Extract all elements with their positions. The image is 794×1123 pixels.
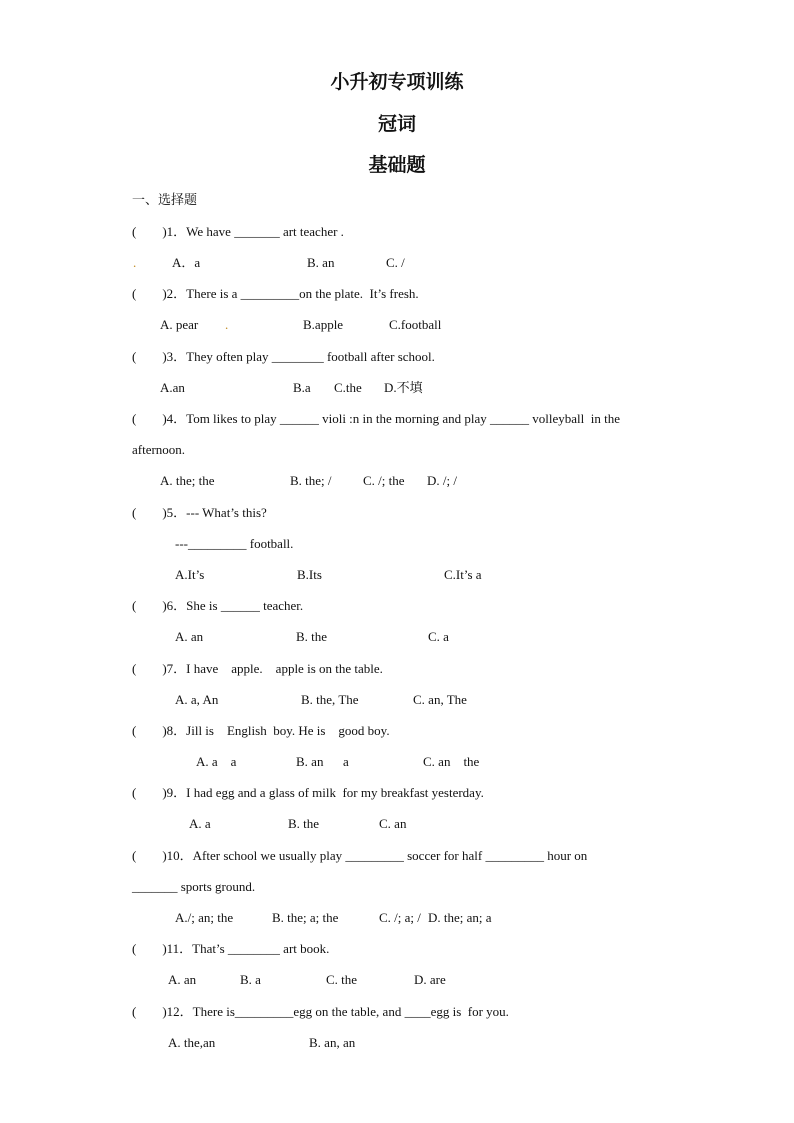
question-12-option-a: A. the,an xyxy=(168,1035,216,1050)
question-11-option-c: C. the xyxy=(326,972,358,987)
question-7-stem: ( )7．I have apple. apple is on the table. xyxy=(132,661,383,676)
question-6-option-a: A. an xyxy=(175,629,204,644)
question-1-option-c: C. / xyxy=(386,255,405,270)
question-10-option-a: A./; an; the xyxy=(175,910,234,925)
topic-subtitle: 冠词 xyxy=(377,113,416,135)
question-1-option-a: A．a xyxy=(172,255,201,270)
question-8-option-b: B. an a xyxy=(296,754,349,769)
question-4-stem: ( )4．Tom likes to play ______ violi :n in the morning and play ______ volleyball in the xyxy=(132,411,620,426)
question-3-option-b: B.a xyxy=(293,380,311,395)
question-10-stem: ( )10．After school we usually play _________ soccer for half _________ hour on xyxy=(132,848,588,863)
question-11-option-b: B. a xyxy=(240,972,261,987)
question-10-option-c: C. /; a; / xyxy=(379,910,421,925)
question-1-option-b: B. an xyxy=(307,255,335,270)
question-5-option-a: A.It’s xyxy=(175,567,205,582)
question-7-option-c: C. an, The xyxy=(413,692,467,707)
page-title: 小升初专项训练 xyxy=(330,71,464,93)
question-9-option-a: A. a xyxy=(189,816,211,831)
question-9-option-c: C. an xyxy=(379,816,407,831)
question-7-option-b: B. the, The xyxy=(301,692,359,707)
question-4-option-b: B. the; / xyxy=(290,473,332,488)
question-8-option-a: A. a a xyxy=(196,754,237,769)
question-5-option-b: B.Its xyxy=(297,567,322,582)
question-9-stem: ( )9．I had egg and a glass of milk for my breakfast yesterday. xyxy=(132,785,484,800)
question-6-option-c: C. a xyxy=(428,629,449,644)
question-9-option-b: B. the xyxy=(288,816,320,831)
question-11-option-d: D. are xyxy=(414,972,446,987)
section-heading: 一、选择题 xyxy=(132,193,198,208)
question-8-option-c: C. an the xyxy=(423,754,480,769)
question-11-stem: ( )11．That’s ________ art book. xyxy=(132,941,330,956)
question-2-stem: ( )2．There is a _________on the plate. It’s fresh. xyxy=(132,286,419,301)
question-6-option-b: B. the xyxy=(296,629,328,644)
level-heading: 基础题 xyxy=(368,154,426,176)
question-1-stem: ( )1．We have _______ art teacher . xyxy=(132,224,344,239)
question-2-option-c: C.football xyxy=(389,317,442,332)
question-4-option-a: A. the; the xyxy=(160,473,215,488)
question-3-option-c: C.the xyxy=(334,380,362,395)
question-8-stem: ( )8．Jill is English boy. He is good boy. xyxy=(132,723,390,738)
question-4-option-d: D. /; / xyxy=(427,473,457,488)
question-6-stem: ( )6．She is ______ teacher. xyxy=(132,598,304,613)
margin-mark: . xyxy=(225,317,229,332)
margin-mark: . xyxy=(133,255,137,270)
question-2-option-a: A. pear xyxy=(160,317,199,332)
question-5-stem: ( )5．--- What’s this? xyxy=(132,505,267,520)
question-5-continuation: ---_________ football. xyxy=(175,536,294,551)
question-10-continuation: _______ sports ground. xyxy=(132,879,256,894)
question-3-option-a: A.an xyxy=(160,380,185,395)
question-4-continuation: afternoon. xyxy=(132,442,186,457)
question-11-option-a: A. an xyxy=(168,972,197,987)
question-12-option-b: B. an, an xyxy=(309,1035,356,1050)
question-10-option-d: D. the; an; a xyxy=(428,910,492,925)
question-2-option-b: B.apple xyxy=(303,317,344,332)
question-12-stem: ( )12．There is_________egg on the table, and ____egg is for you. xyxy=(132,1004,509,1019)
question-10-option-b: B. the; a; the xyxy=(272,910,339,925)
question-7-option-a: A. a, An xyxy=(175,692,219,707)
question-3-stem: ( )3．They often play ________ football after school. xyxy=(132,349,435,364)
question-5-option-c: C.It’s a xyxy=(444,567,482,582)
question-4-option-c: C. /; the xyxy=(363,473,405,488)
question-3-option-d: D.不填 xyxy=(384,380,423,395)
